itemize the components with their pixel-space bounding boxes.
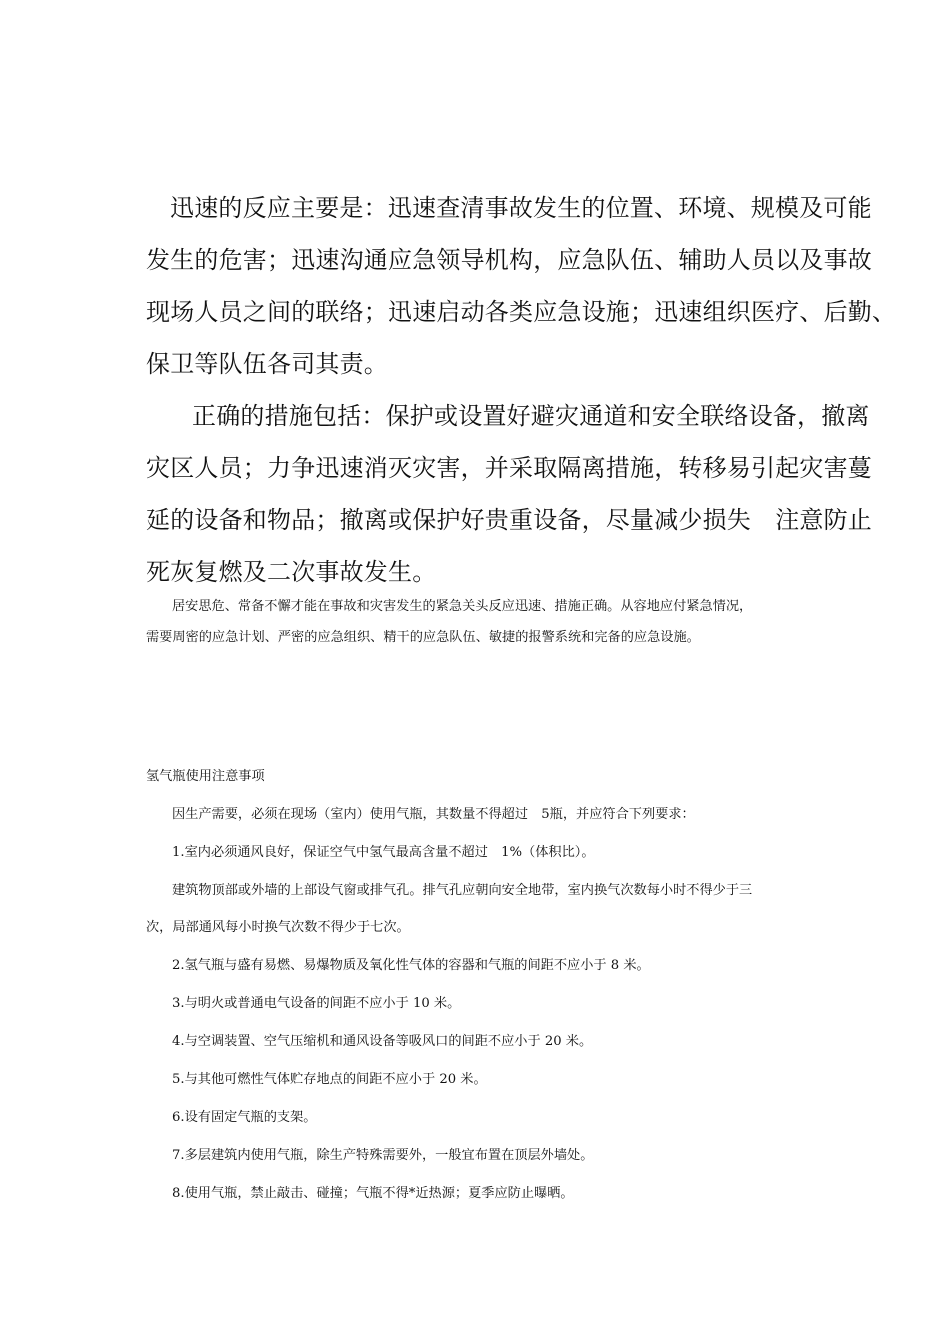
paragraph-line: 居安思危、常备不懈才能在事故和灾害发生的紧急关头反应迅速、措施正确。从容地应付紧急情况， — [172, 599, 753, 614]
list-item: 2.氢气瓶与盛有易燃、易爆物质及氧化性气体的容器和气瓶的间距不应小于 8 米。 — [172, 958, 650, 973]
paragraph-line: 灾区人员；力争迅速消灭灾害，并采取隔离措施，转移易引起灾害蔓 — [146, 454, 872, 482]
paragraph-line: 正确的措施包括：保护或设置好避灾通道和安全联络设备，撤离 — [192, 402, 870, 430]
list-item: 4.与空调装置、空气压缩机和通风设备等吸风口的间距不应小于 20 米。 — [172, 1034, 593, 1049]
paragraph-correct-measures — [146, 390, 872, 598]
paragraph-rapid-response — [146, 182, 897, 390]
list-item: 5.与其他可燃性气体贮存地点的间距不应小于 20 米。 — [172, 1072, 487, 1087]
list-item: 3.与明火或普通电气设备的间距不应小于 10 米。 — [172, 996, 461, 1011]
paragraph-line: 死灰复燃及二次事故发生。 — [146, 558, 437, 586]
section-intro: 因生产需要，必须在现场（室内）使用气瓶，其数量不得超过 5瓶，并应符合下列要求： — [172, 807, 695, 822]
paragraph-line: 现场人员之间的联络；迅速启动各类应急设施；迅速组织医疗、后勤、 — [146, 298, 897, 326]
list-item: 7.多层建筑内使用气瓶，除生产特殊需要外，一般宜布置在顶层外墙处。 — [172, 1148, 594, 1163]
paragraph-line: 延的设备和物品；撤离或保护好贵重设备，尽量减少损失 注意防止 — [146, 506, 872, 534]
paragraph-line: 迅速的反应主要是：迅速查清事故发生的位置、环境、规模及可能 — [170, 194, 872, 222]
section-title: 氢气瓶使用注意事项 — [146, 769, 265, 784]
paragraph-line: 保卫等队伍各司其责。 — [146, 350, 388, 378]
paragraph-preparedness — [146, 591, 810, 653]
list-item: 6.设有固定气瓶的支架。 — [172, 1110, 317, 1125]
paragraph-line: 发生的危害；迅速沟通应急领导机构，应急队伍、辅助人员以及事故 — [146, 246, 872, 274]
list-item-detail: 建筑物顶部或外墙的上部设气窗或排气孔。排气孔应朝向安全地带，室内换气次数每小时不得少于三 — [172, 883, 753, 898]
list-item-detail: 次，局部通风每小时换气次数不得少于七次。 — [146, 920, 410, 935]
paragraph-line: 需要周密的应急计划、严密的应急组织、精干的应急队伍、敏捷的报警系统和完备的应急设施。 — [146, 630, 700, 645]
list-item: 1.室内必须通风良好，保证空气中氢气最高含量不超过 1%（体积比）。 — [172, 845, 595, 860]
hydrogen-cylinder-rules — [146, 799, 810, 1216]
list-item: 8.使用气瓶，禁止敲击、碰撞；气瓶不得*近热源；夏季应防止曝晒。 — [172, 1186, 574, 1201]
